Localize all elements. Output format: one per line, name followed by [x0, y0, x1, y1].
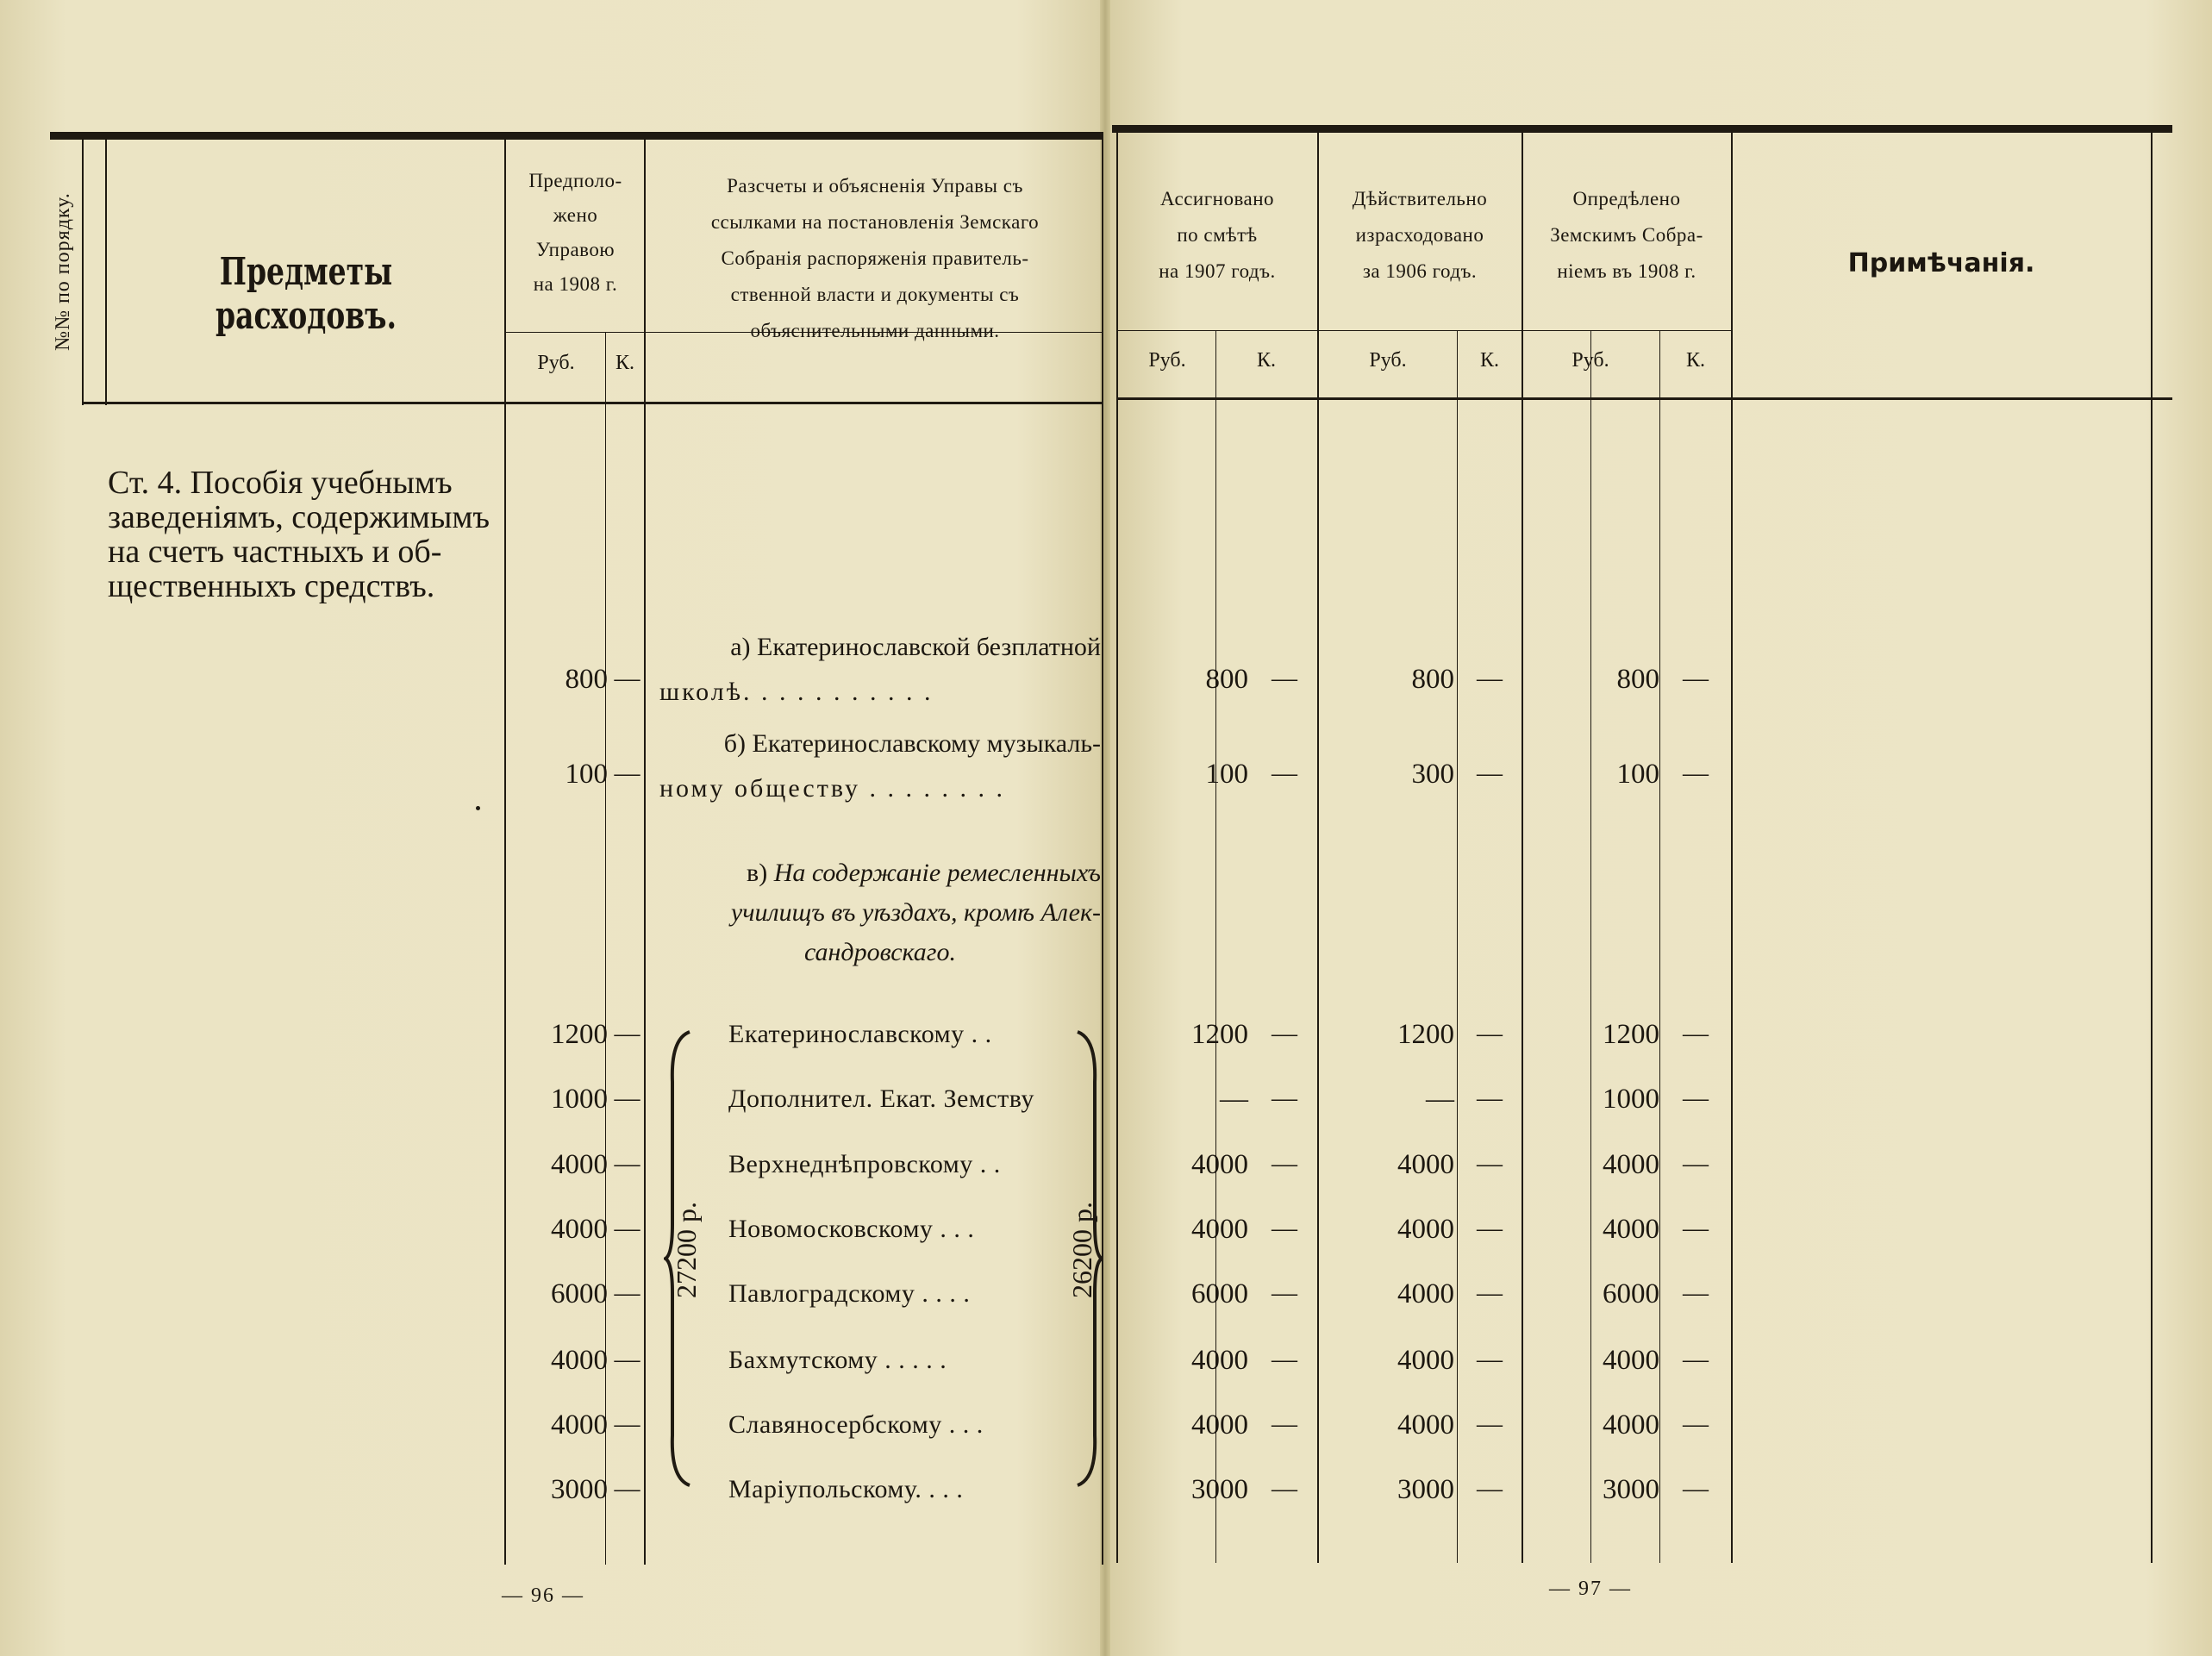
proposed-kop-label: К. [615, 352, 634, 374]
school-label: Павлоградскому . . . . [728, 1279, 971, 1308]
proposed-header-line: на 1908 г. [533, 273, 618, 295]
cell-assigned-k: — [1272, 664, 1297, 692]
cell-proposed: 4000 [551, 1409, 608, 1440]
actual-header [1320, 181, 1520, 290]
cell-determined: 800 [1616, 664, 1659, 695]
subheader-rule-right [1116, 330, 1733, 331]
cell-assigned: 4000 [1191, 1345, 1248, 1376]
cell-determined: 4000 [1603, 1345, 1659, 1376]
cell-assigned-k: — [1272, 1084, 1297, 1112]
entry-b-line: ному обществу . . . . . . . . [659, 774, 1005, 803]
cell-assigned-k: — [1272, 1019, 1297, 1047]
explanations-header-line: Собранія распоряженія правитель- [721, 247, 1029, 269]
cell-assigned: 6000 [1191, 1278, 1248, 1309]
cell-assigned-k: — [1272, 1278, 1297, 1307]
cell-proposed-k: — [614, 1278, 640, 1307]
col-line [2151, 132, 2153, 1563]
article-title-line: заведеніямъ, содержимымъ [108, 499, 491, 535]
cell-determined: 6000 [1603, 1278, 1659, 1309]
cell-actual: 1200 [1397, 1019, 1454, 1050]
cell-determined: 1000 [1603, 1084, 1659, 1115]
cell-actual-k: — [1477, 1214, 1503, 1242]
left-brace-total: 27200 р. [671, 1202, 702, 1298]
cell-determined-k: — [1683, 1019, 1709, 1047]
cell-assigned-k: — [1272, 759, 1297, 787]
cell-proposed: 100 [565, 759, 608, 790]
cell-determined-k: — [1683, 1084, 1709, 1112]
cell-assigned-k: — [1272, 1149, 1297, 1178]
row-number-header [52, 151, 81, 392]
cell-actual-k: — [1477, 1409, 1503, 1438]
col-line [82, 138, 84, 405]
cell-actual: 800 [1411, 664, 1454, 695]
entry-b [659, 722, 1101, 811]
cell-assigned-k: — [1272, 1214, 1297, 1242]
cell-actual-k: — [1477, 1084, 1503, 1112]
cell-proposed: 4000 [551, 1149, 608, 1180]
col-line [1457, 330, 1458, 1563]
cell-actual-k: — [1477, 1149, 1503, 1178]
cell-proposed-k: — [614, 1019, 640, 1047]
cell-proposed: 3000 [551, 1474, 608, 1505]
cell-proposed: 1000 [551, 1084, 608, 1115]
entry-a [659, 625, 1101, 715]
entry-v-line: сандровскаго. [803, 938, 957, 966]
assigned-header-line: на 1907 годъ. [1159, 260, 1276, 282]
right-brace-total: 26200 р. [1066, 1202, 1097, 1298]
cell-proposed: 6000 [551, 1278, 608, 1309]
col-line [1590, 330, 1591, 1563]
cell-determined-k: — [1683, 1345, 1709, 1373]
explanations-header [651, 168, 1099, 349]
assigned-kop-label: К. [1256, 349, 1276, 372]
cell-proposed-k: — [614, 1345, 640, 1373]
actual-header-line: за 1906 годъ. [1362, 260, 1478, 282]
col-line [1116, 132, 1118, 1563]
entry-v-label: в) [747, 859, 768, 887]
school-label: Верхнеднѣпровскому . . [728, 1150, 1001, 1178]
assigned-header-line: Ассигновано [1159, 188, 1275, 209]
school-label: Бахмутскому . . . . . [728, 1346, 947, 1374]
col-line [1317, 132, 1319, 1563]
page-number-left: — 96 — [502, 1584, 584, 1607]
cell-proposed-k: — [614, 759, 640, 787]
cell-determined-k: — [1683, 759, 1709, 787]
cell-actual: 4000 [1397, 1345, 1454, 1376]
cell-proposed-k: — [614, 1214, 640, 1242]
school-label: Екатеринославскому . . [728, 1020, 992, 1048]
explanations-header-line: Разсчеты и объясненія Управы съ [727, 175, 1023, 197]
article-title-line: Ст. 4. Пособія учебнымъ [108, 465, 453, 501]
determined-header [1524, 181, 1729, 290]
cell-determined-k: — [1683, 1214, 1709, 1242]
cell-actual: 4000 [1397, 1278, 1454, 1309]
actual-header-line: израсходовано [1355, 224, 1484, 246]
col-line [1731, 132, 1733, 1563]
cell-determined: 100 [1616, 759, 1659, 790]
col-line [1522, 132, 1523, 1563]
cell-proposed: 4000 [551, 1345, 608, 1376]
page-number-right: — 97 — [1549, 1578, 1632, 1600]
article-title-line: на счетъ частныхъ и об- [108, 534, 442, 570]
proposed-header [509, 164, 642, 302]
header-rule-right [1116, 397, 2172, 400]
cell-assigned-k: — [1272, 1345, 1297, 1373]
entry-v [659, 853, 1101, 972]
cell-assigned: 100 [1205, 759, 1248, 790]
col-line [105, 138, 107, 405]
school-label: Дополнител. Екат. Земству [728, 1084, 1034, 1113]
top-rule-right [1112, 125, 2172, 133]
determined-rub-label: Руб. [1572, 349, 1609, 372]
cell-assigned: 4000 [1191, 1214, 1248, 1245]
cell-assigned-k: — [1272, 1409, 1297, 1438]
header-rule-left [82, 402, 1103, 404]
top-rule-left [50, 132, 1103, 140]
entry-v-line: училищъ въ уѣздахъ, кромѣ Алек- [730, 898, 1101, 927]
article-title-line: щественныхъ средствъ. [108, 568, 435, 604]
cell-actual: — [1426, 1084, 1454, 1115]
cell-determined: 4000 [1603, 1409, 1659, 1440]
cell-proposed-k: — [614, 664, 640, 692]
cell-determined-k: — [1683, 1278, 1709, 1307]
determined-header-line: Земскимъ Собра- [1550, 224, 1703, 246]
assigned-rub-label: Руб. [1148, 349, 1186, 372]
cell-actual: 4000 [1397, 1214, 1454, 1245]
entry-a-line: школѣ. . . . . . . . . . . [659, 678, 934, 706]
cell-actual: 300 [1411, 759, 1454, 790]
cell-assigned: 800 [1205, 664, 1248, 695]
cell-assigned-k: — [1272, 1474, 1297, 1503]
determined-header-line: Опредѣлено [1572, 188, 1681, 209]
school-label: Маріупольскому. . . . [728, 1475, 964, 1503]
cell-actual-k: — [1477, 1278, 1503, 1307]
proposed-header-line: Предполо- [528, 170, 622, 191]
actual-kop-label: К. [1479, 349, 1499, 372]
cell-determined: 4000 [1603, 1149, 1659, 1180]
assigned-header [1119, 181, 1315, 290]
cell-proposed-k: — [614, 1409, 640, 1438]
cell-proposed-k: — [614, 1084, 640, 1112]
school-label: Новомосковскому . . . [728, 1215, 975, 1243]
cell-actual: 4000 [1397, 1149, 1454, 1180]
cell-actual: 4000 [1397, 1409, 1454, 1440]
entry-b-line: б) Екатеринославскому музыкаль- [723, 729, 1101, 758]
determined-header-line: ніемъ въ 1908 г. [1557, 260, 1696, 282]
cell-proposed-k: — [614, 1474, 640, 1503]
cell-assigned: 4000 [1191, 1409, 1248, 1440]
cell-actual-k: — [1477, 664, 1503, 692]
col-line [1215, 330, 1216, 1563]
proposed-rub-label: Руб. [537, 352, 575, 374]
cell-assigned: 1200 [1191, 1019, 1248, 1050]
cell-assigned: 3000 [1191, 1474, 1248, 1505]
cell-determined: 3000 [1603, 1474, 1659, 1505]
ink-dot [476, 806, 480, 810]
col-line [1659, 330, 1660, 1563]
cell-determined-k: — [1683, 1409, 1709, 1438]
cell-actual-k: — [1477, 1019, 1503, 1047]
cell-actual-k: — [1477, 1474, 1503, 1503]
cell-proposed: 4000 [551, 1214, 608, 1245]
notes-header: Примѣчанія. [1847, 248, 2035, 278]
proposed-header-line: жено [553, 204, 598, 226]
items-title: Предметы расходовъ. [216, 250, 397, 338]
actual-header-line: Дѣйствительно [1352, 188, 1488, 209]
cell-actual: 3000 [1397, 1474, 1454, 1505]
col-line [504, 138, 506, 1565]
entry-a-line: а) Екатеринославской безплатной [730, 633, 1101, 661]
cell-determined-k: — [1683, 664, 1709, 692]
school-label: Славяносербскому . . . [728, 1410, 984, 1439]
proposed-header-line: Управою [535, 239, 615, 260]
determined-kop-label: К. [1685, 349, 1705, 372]
cell-proposed: 1200 [551, 1019, 608, 1050]
col-line [605, 332, 606, 1565]
cell-actual-k: — [1477, 1345, 1503, 1373]
cell-determined-k: — [1683, 1149, 1709, 1178]
explanations-header-line: объяснительными данными. [750, 320, 1000, 341]
article-title [108, 466, 500, 603]
cell-determined-k: — [1683, 1474, 1709, 1503]
cell-proposed: 800 [565, 664, 608, 695]
cell-proposed-k: — [614, 1149, 640, 1178]
cell-assigned: 4000 [1191, 1149, 1248, 1180]
cell-assigned: — [1220, 1084, 1248, 1115]
actual-rub-label: Руб. [1369, 349, 1407, 372]
explanations-header-line: ственной власти и документы съ [730, 284, 1020, 305]
entry-v-line: На содержаніе ремесленныхъ [773, 859, 1101, 887]
explanations-header-line: ссылками на постановленія Земскаго [710, 211, 1040, 233]
row-number-label: №№ по порядку. [52, 192, 74, 351]
assigned-header-line: по смѣтѣ [1177, 224, 1258, 246]
cell-determined: 4000 [1603, 1214, 1659, 1245]
cell-determined: 1200 [1603, 1019, 1659, 1050]
cell-actual-k: — [1477, 759, 1503, 787]
